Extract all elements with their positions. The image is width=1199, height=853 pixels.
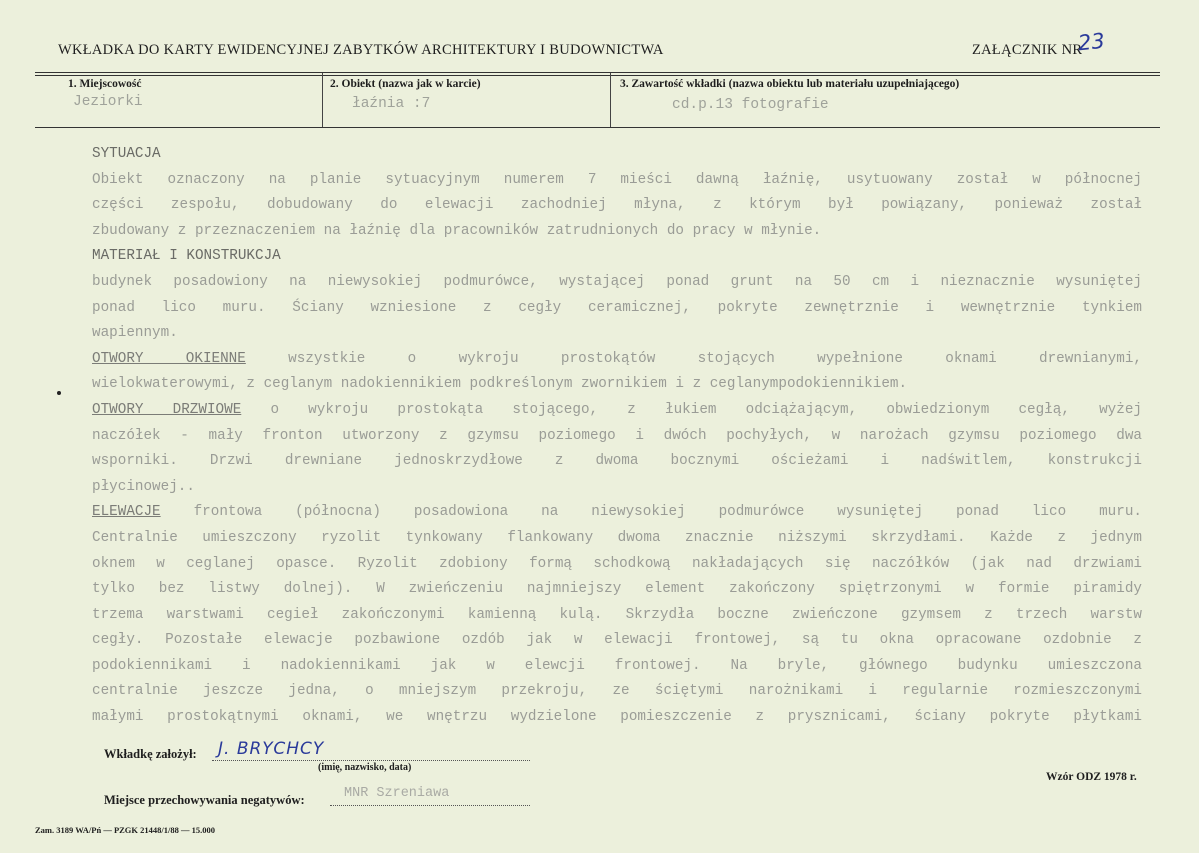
object-label: 2. Obiekt (nazwa jak w karcie) [330, 78, 481, 90]
body-line-text: o wykroju prostokąta stojącego, z łukiem odciążającym, obwiedzionym cegłą, wyżej [270, 401, 1142, 418]
body-line: wapiennym. [92, 325, 178, 342]
body-line: części zespołu, dobudowany do elewacji zachodniej młyna, z którym był powiązany, ponieważ został [92, 197, 1142, 214]
body-line: cegły. Pozostałe elewacje pozbawione ozdób jak w elewacji frontowej, są tu okna opracowane ozdobnie z [92, 632, 1142, 649]
body-line [92, 398, 1142, 424]
body-line: Centralnie umieszczony ryzolit tynkowany flankowany dwoma znacznie niższymi skrzydłami. Każde z jednym [92, 529, 1142, 546]
body-line: płycinowej.. [92, 478, 195, 495]
margin-mark [57, 391, 61, 395]
content-value: cd.p.13 fotografie [672, 97, 829, 113]
body-line: tylko bez listwy dolnej). W zwieńczeniu najmniejszy element zakończony spiętrzonymi w formie piramidy [92, 581, 1142, 598]
locality-value: Jeziorki [73, 94, 143, 110]
content-label: 3. Zawartość wkładki (nazwa obiektu lub materiału uzupełniającego) [620, 78, 960, 90]
founded-caption: (imię, nazwisko, data) [318, 762, 412, 773]
form-title: WKŁADKA DO KARTY EWIDENCYJNEJ ZABYTKÓW ARCHITEKTURY I BUDOWNICTWA [58, 42, 664, 58]
body-line: wsporniki. Drzwi drewniane jednoskrzydłowe z dwoma bocznymi ościeżami i nadświtlem, konstrukcji [92, 453, 1142, 470]
field-divider-2 [610, 73, 611, 127]
body-line [92, 347, 1142, 373]
founded-signature: J. BRYCHCY [218, 739, 325, 759]
negatives-label: Miejsce przechowywania negatywów: [104, 793, 305, 807]
section-heading: OTWORY DRZWIOWE [92, 401, 242, 418]
negatives-value: MNR Szreniawa [344, 786, 450, 801]
body-line: małymi prostokątnymi oknami, we wnętrzu wydzielone pomieszczenie z prysznicami, ściany pokryte płytkami [92, 709, 1142, 726]
body-line: oknem w ceglanej opasce. Ryzolit zdobiony formą schodkową nakładających się naczółków (jak nad drzwiami [92, 555, 1142, 572]
header-rule-top-double [35, 75, 1160, 76]
object-value: łaźnia :7 [352, 96, 431, 112]
body-line: budynek posadowiony na niewysokiej podmurówce, wystającej ponad grunt na 50 cm i nieznacznie wysuniętej [92, 273, 1142, 290]
header-rule-top [35, 72, 1160, 73]
section-heading: OTWORY OKIENNE [92, 350, 246, 367]
body-line: trzema warstwami cegieł zakończonymi kamienną kulą. Skrzydła boczne zwieńczone gzymsem z trzech warstw [92, 606, 1142, 623]
body-line: ponad lico muru. Ściany wzniesione z cegły ceramicznej, pokryte zewnętrznie i wewnętrznie tynkiem [92, 299, 1142, 316]
locality-label: 1. Miejscowość [68, 78, 142, 90]
body-line: zbudowany z przeznaczeniem na łaźnię dla pracowników zatrudnionych do pracy w młynie. [92, 222, 822, 239]
description-body [92, 142, 1142, 731]
fields-rule-bottom [35, 127, 1160, 128]
section-heading: SYTUACJA [92, 146, 161, 162]
body-line: podokiennikami i nadokiennikami jak w elewcji frontowej. Na bryle, głównego budynku umieszczona [92, 657, 1142, 674]
negatives-dotted-line [330, 805, 530, 806]
annex-label: ZAŁĄCZNIK NR [972, 42, 1083, 58]
body-line [92, 500, 1142, 526]
body-line-text: frontowa (północna) posadowiona na niewysokiej podmurówce wysuniętej ponad lico muru. [193, 504, 1142, 521]
template-note: Wzór ODZ 1978 r. [1046, 771, 1137, 783]
print-note: Zam. 3189 WA/Pń — PZGK 21448/1/88 — 15.000 [35, 825, 216, 835]
body-line: Obiekt oznaczony na planie sytuacyjnym numerem 7 mieści dawną łaźnię, usytuowany został w północnej [92, 171, 1142, 188]
body-line: wielokwaterowymi, z ceglanym nadokiennikiem podkreślonym zwornikiem i z ceglanympodokiennikiem. [92, 376, 908, 393]
body-line: centralnie jeszcze jedna, o mniejszym przekroju, ze ściętymi narożnikami i regularnie rozmieszczonymi [92, 683, 1142, 700]
founded-dotted-line [212, 760, 530, 761]
body-line: naczółek - mały fronton utworzony z gzymsu poziomego i dwóch pochyłych, w narożach gzymsu poziomego dwa [92, 427, 1142, 444]
section-heading: MATERIAŁ I KONSTRUKCJA [92, 248, 281, 265]
section-heading: ELEWACJE [92, 504, 161, 521]
field-divider-1 [322, 73, 323, 127]
body-line-text: wszystkie o wykroju prostokątów stojących wypełnione oknami drewnianymi, [288, 350, 1142, 367]
annex-number: 23 [1076, 28, 1106, 56]
founded-label: Wkładkę założył: [104, 747, 197, 761]
